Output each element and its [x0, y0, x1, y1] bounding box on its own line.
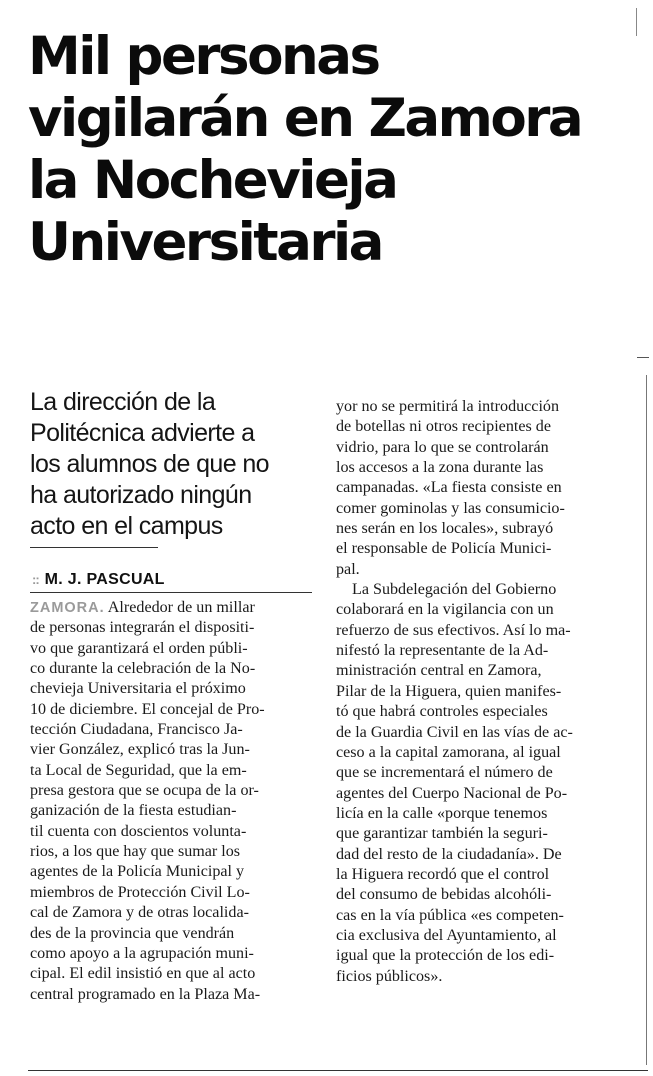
body-line: la Higuera recordó que el control — [336, 865, 550, 883]
body-line: cas en la vía pública «es competen- — [336, 906, 564, 924]
body-line: que se incrementará el número de — [336, 764, 553, 782]
headline-line: Mil personas — [28, 26, 379, 87]
body-line: nes serán en los locales», subrayó — [336, 520, 554, 538]
page-edge-line — [646, 375, 647, 1065]
dateline: ZAMORA. — [30, 600, 105, 616]
body-line: refuerzo de sus efectivos. Así lo ma- — [336, 621, 571, 639]
body-line: vo que garantizará el orden públi- — [30, 639, 248, 657]
body-line: como apoyo a la agrupación muni- — [30, 944, 254, 962]
headline — [28, 26, 628, 274]
body-line: til cuenta con doscientos volunta- — [30, 822, 247, 840]
byline-ornament: :: — [32, 572, 39, 587]
body-line: ministración central en Zamora, — [336, 662, 542, 680]
body-line: co durante la celebración de la No- — [30, 660, 256, 678]
subheadline-line: los alumnos de que no — [30, 450, 269, 478]
body-line: La Subdelegación del Gobierno — [352, 581, 557, 599]
body-line: colaborará en la vigilancia con un — [336, 601, 554, 619]
body-line: cal de Zamora y de otras localida- — [30, 904, 249, 922]
divider — [30, 547, 158, 548]
body-line: agentes del Cuerpo Nacional de Po- — [336, 784, 568, 802]
body-line: 10 de diciembre. El concejal de Pro- — [30, 700, 265, 718]
body-line: central programado en la Plaza Ma- — [30, 985, 261, 1003]
body-line: ficios públicos». — [336, 967, 443, 985]
body-line: cia exclusiva del Ayuntamiento, al — [336, 926, 557, 944]
body-line: presa gestora que se ocupa de la or- — [30, 782, 259, 800]
body-text: Alrededor de un millar — [104, 599, 255, 616]
article-column-2 — [336, 397, 622, 987]
headline-line: vigilarán en Zamora — [28, 88, 582, 149]
subheadline — [30, 387, 320, 542]
divider — [30, 592, 312, 593]
body-line: campanadas. «La fiesta consiste en — [336, 479, 562, 497]
subheadline-line: acto en el campus — [30, 512, 223, 540]
page-edge-line — [636, 8, 637, 36]
headline-line: la Nochevieja — [28, 150, 397, 211]
body-line: chevieja Universitaria el próximo — [30, 680, 246, 698]
body-line: que garantizar también la seguri- — [336, 825, 548, 843]
body-line: tó que habrá controles especiales — [336, 703, 548, 721]
headline-line: Universitaria — [28, 212, 382, 273]
body-line: rios, a los que hay que sumar los — [30, 843, 241, 861]
byline-author: M. J. PASCUAL — [44, 571, 165, 588]
divider — [28, 1070, 648, 1071]
body-line: dad del resto de la ciudadanía». De — [336, 845, 562, 863]
body-line: Pilar de la Higuera, quien manifes- — [336, 682, 562, 700]
body-line: el responsable de Policía Munici- — [336, 540, 552, 558]
body-line: de personas integrarán el dispositi- — [30, 619, 255, 637]
body-line: licía en la calle «porque tenemos — [336, 804, 548, 822]
body-line: miembros de Protección Civil Lo- — [30, 883, 250, 901]
body-line: tección Ciudadana, Francisco Ja- — [30, 721, 243, 739]
body-line: de la Guardia Civil en las vías de ac- — [336, 723, 573, 741]
body-line: cipal. El edil insistió en que al acto — [30, 965, 256, 983]
body-line — [30, 598, 314, 618]
crop-mark — [637, 357, 649, 358]
body-line: yor no se permitirá la introducción — [336, 398, 560, 415]
subheadline-line: La dirección de la — [30, 388, 216, 416]
body-line: del consumo de bebidas alcohóli- — [336, 886, 552, 904]
body-line: ceso a la capital zamorana, al igual — [336, 743, 561, 761]
subheadline-line: ha autorizado ningún — [30, 481, 252, 509]
subheadline-line: Politécnica advierte a — [30, 419, 255, 447]
body-line: igual que la protección de los edi- — [336, 947, 555, 965]
body-line: los accesos a la zona durante las — [336, 459, 544, 477]
body-line: ta Local de Seguridad, que la em- — [30, 761, 247, 779]
body-line: des de la provincia que vendrán — [30, 924, 235, 942]
body-line: comer gominolas y las consumicio- — [336, 499, 565, 517]
body-line: de botellas ni otros recipientes de — [336, 418, 551, 436]
body-line: vier González, explicó tras la Jun- — [30, 741, 250, 759]
body-line: vidrio, para lo que se controlarán — [336, 438, 549, 456]
byline — [32, 571, 165, 589]
body-line: ganización de la fiesta estudian- — [30, 802, 237, 820]
body-line: nifestó la representante de la Ad- — [336, 642, 549, 660]
body-line: pal. — [336, 560, 360, 578]
body-line: agentes de la Policía Municipal y — [30, 863, 245, 881]
article-column-1 — [30, 598, 314, 1005]
